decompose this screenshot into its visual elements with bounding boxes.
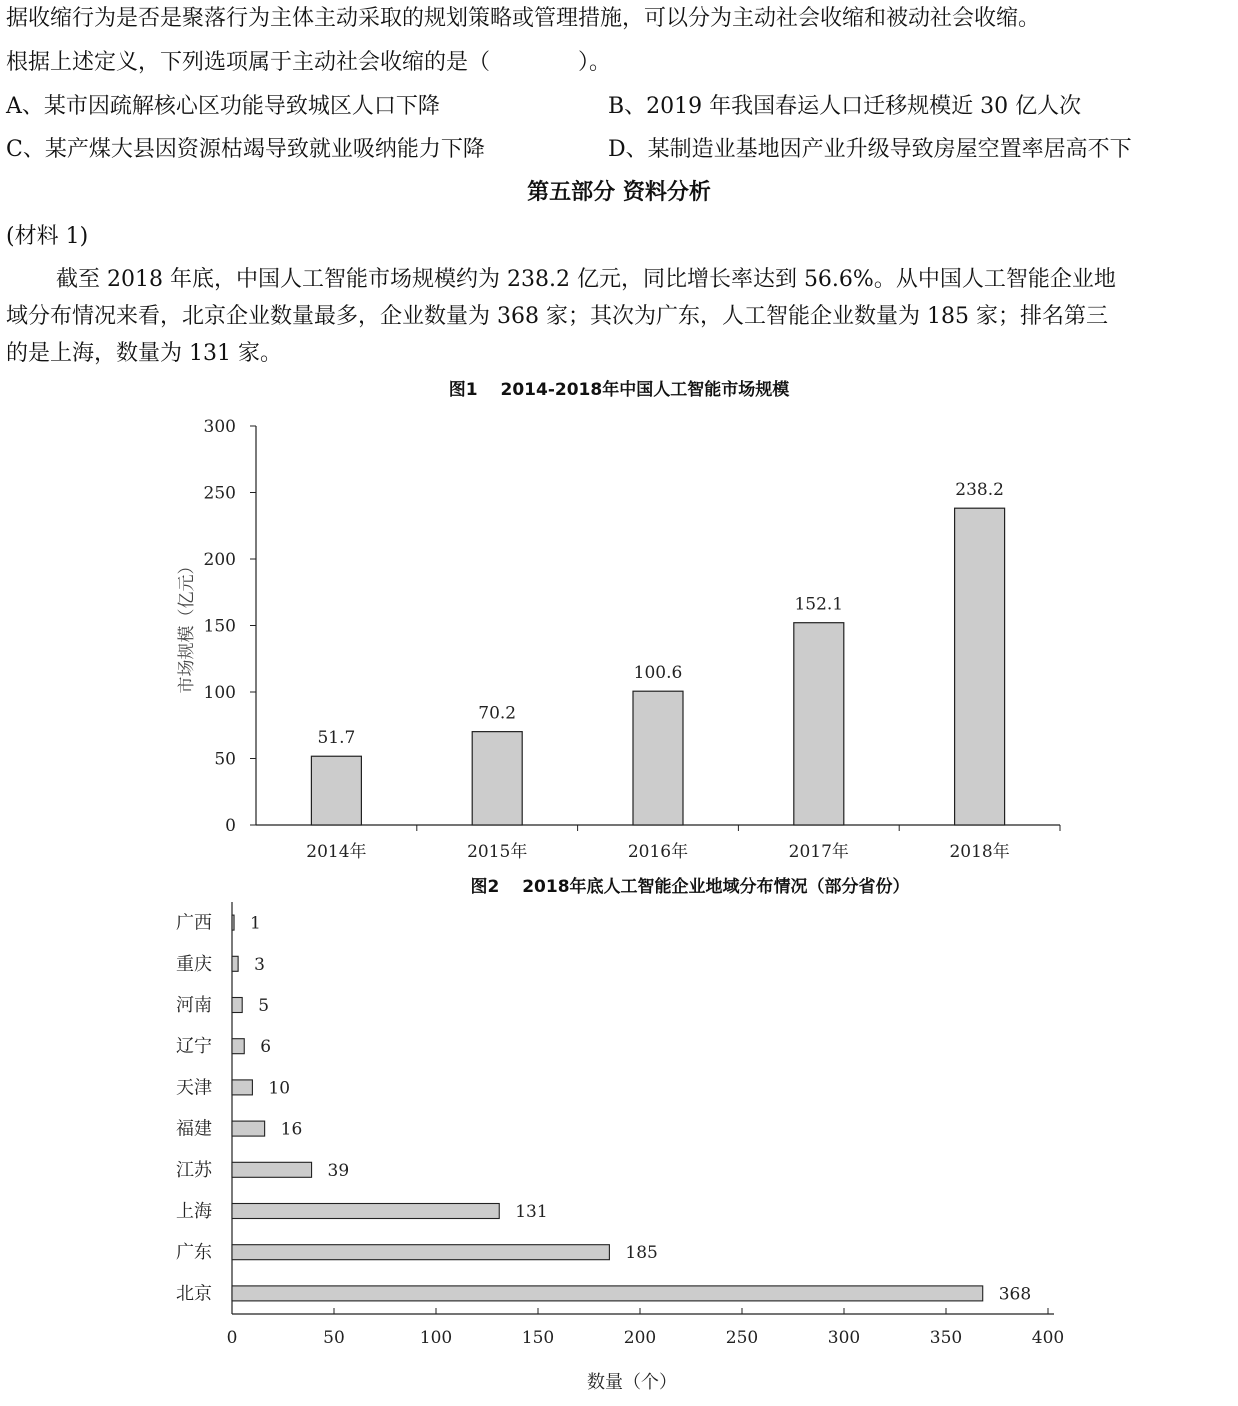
bar	[232, 1162, 312, 1177]
question-text-line-1: 据收缩行为是否是聚落行为主体主动采取的规划策略或管理措施，可以分为主动社会收缩和被动社会收缩。	[6, 6, 1041, 31]
x-tick-label: 0	[226, 1328, 238, 1348]
bar-value-label: 6	[260, 1037, 272, 1058]
bar	[232, 956, 238, 971]
option-d: D、某制造业基地因产业升级导致房屋空置率居高不下	[608, 137, 1132, 162]
bar	[232, 1286, 983, 1301]
x-tick-label: 250	[725, 1328, 759, 1348]
y-tick-label: 50	[214, 749, 236, 770]
y-category-label: 天津	[176, 1077, 212, 1099]
bar	[794, 623, 844, 825]
option-c: C、某产煤大县因资源枯竭导致就业吸纳能力下降	[6, 137, 485, 162]
bar	[232, 1039, 244, 1054]
bar-value-label: 100.6	[633, 663, 683, 684]
figure-2-horizontal-bar-chart	[0, 870, 1238, 1406]
bar	[955, 508, 1005, 825]
y-category-label: 广西	[176, 912, 212, 934]
y-axis-label: 市场规模（亿元）	[177, 557, 197, 694]
y-category-label: 广东	[176, 1242, 212, 1264]
y-tick-label: 150	[203, 616, 236, 637]
bar	[311, 756, 361, 825]
x-tick-label: 2017年	[788, 842, 849, 862]
bar-value-label: 152.1	[794, 594, 844, 615]
bar-value-label: 51.7	[317, 728, 356, 749]
material-paragraph-line-2: 域分布情况来看，北京企业数量最多，企业数量为 368 家；其次为广东，人工智能企业数量为 185 家；排名第三	[6, 304, 1108, 329]
x-tick-label: 2014年	[306, 842, 367, 862]
material-paragraph-line-3: 的是上海，数量为 131 家。	[6, 341, 282, 366]
bar	[232, 1245, 609, 1260]
bar	[232, 915, 234, 930]
bar-value-label: 10	[268, 1078, 291, 1099]
x-tick-label: 2018年	[949, 842, 1010, 862]
x-tick-label: 2016年	[627, 842, 689, 862]
y-tick-label: 250	[203, 483, 236, 504]
chart-title: 图2 2018年底人工智能企业地域分布情况（部分省份）	[470, 877, 910, 897]
y-category-label: 上海	[176, 1201, 212, 1222]
bar-value-label: 70.2	[478, 703, 517, 724]
y-category-label: 北京	[176, 1283, 212, 1305]
y-category-label: 河南	[176, 995, 212, 1016]
bar-value-label: 238.2	[955, 480, 1004, 501]
bar	[633, 691, 683, 825]
bar-value-label: 39	[327, 1160, 350, 1181]
bar	[232, 1080, 252, 1095]
bar-value-label: 131	[515, 1202, 548, 1222]
bar-value-label: 1	[250, 913, 261, 934]
y-category-label: 重庆	[176, 953, 212, 975]
x-tick-label: 150	[521, 1328, 555, 1348]
figure-1-bar-chart	[0, 370, 1238, 870]
y-category-label: 辽宁	[176, 1036, 212, 1058]
bar-value-label: 5	[258, 996, 270, 1016]
y-tick-label: 100	[203, 683, 236, 703]
option-a: A、某市因疏解核心区功能导致城区人口下降	[6, 94, 440, 119]
x-tick-label: 50	[323, 1328, 345, 1348]
bar	[232, 1204, 499, 1219]
bar-value-label: 16	[280, 1119, 303, 1140]
bar-value-label: 185	[625, 1243, 658, 1264]
material-paragraph-line-1: 截至 2018 年底，中国人工智能市场规模约为 238.2 亿元，同比增长率达到 56.6%。从中国人工智能企业地	[56, 267, 1116, 292]
option-b: B、2019 年我国春运人口迁移规模近 30 亿人次	[608, 94, 1082, 119]
chart-title: 图1 2014-2018年中国人工智能市场规模	[448, 380, 790, 400]
bar	[232, 998, 242, 1013]
y-tick-label: 300	[203, 417, 236, 437]
x-tick-label: 400	[1031, 1328, 1065, 1348]
bar-value-label: 368	[998, 1284, 1032, 1305]
bar	[232, 1121, 265, 1136]
question-prompt: 根据上述定义，下列选项属于主动社会收缩的是（ ）。	[6, 50, 612, 75]
y-tick-label: 200	[203, 550, 236, 570]
y-category-label: 江苏	[176, 1159, 212, 1181]
material-label: (材料 1)	[6, 224, 89, 249]
section-title: 第五部分 资料分析	[527, 180, 711, 205]
x-tick-label: 2015年	[467, 842, 528, 862]
bar-value-label: 3	[254, 954, 265, 975]
x-axis-label: 数量（个）	[587, 1372, 677, 1393]
bar	[472, 732, 522, 825]
y-category-label: 福建	[176, 1118, 212, 1140]
y-tick-label: 0	[225, 816, 236, 836]
x-tick-label: 100	[419, 1328, 453, 1348]
x-tick-label: 350	[929, 1328, 963, 1348]
x-tick-label: 200	[623, 1328, 657, 1348]
x-tick-label: 300	[827, 1328, 861, 1348]
